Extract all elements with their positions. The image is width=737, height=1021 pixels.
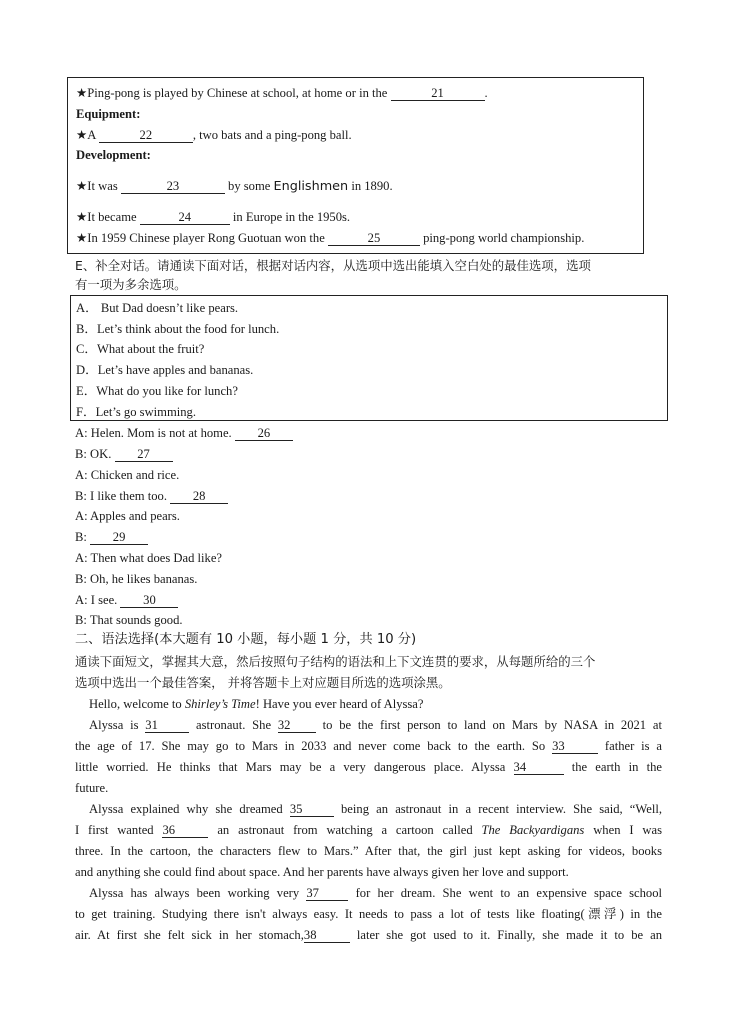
box-line-23: ★It was 23 by some Englishmen in 1890.: [76, 179, 393, 194]
dialogue-line: B: 29: [75, 529, 148, 545]
option-d[interactable]: D．Let’s have apples and bananas.: [76, 363, 254, 377]
blank-22[interactable]: 22: [99, 128, 193, 143]
dialogue-line: B: I like them too. 28: [75, 488, 228, 504]
blank-31[interactable]: 31: [145, 718, 189, 733]
heading-development: Development:: [76, 148, 151, 162]
blank-32[interactable]: 32: [278, 718, 316, 733]
box-line-25: ★In 1959 Chinese player Rong Guotuan won the 25 ping-pong world championship.: [76, 231, 585, 245]
dialogue-line: A: Helen. Mom is not at home. 26: [75, 425, 293, 441]
ping-pong-info-box: [67, 77, 644, 254]
blank-24[interactable]: 24: [140, 210, 230, 225]
passage-intro: Hello, welcome to Shirley’s Time! Have you ever heard of Alyssa?: [89, 697, 424, 711]
passage-line: the age of 17. She may go to Mars in 2033 and never come back to the earth. So 33 father is a: [75, 739, 662, 753]
blank-30[interactable]: 30: [120, 593, 178, 608]
dialogue-line: A: Apples and pears.: [75, 509, 180, 523]
dialogue-line: B: Oh, he likes bananas.: [75, 572, 198, 586]
option-e[interactable]: E．What do you like for lunch?: [76, 384, 238, 398]
blank-29[interactable]: 29: [90, 530, 148, 545]
passage-line: three. In the cartoon, the characters flew to Mars.” After that, the girl just kept asking for videos, books: [75, 844, 662, 858]
passage-line: to get training. Studying there isn't always easy. It needs to pass a lot of tests like floating(漂浮) in the: [75, 907, 662, 921]
blank-21[interactable]: 21: [391, 86, 485, 101]
passage-line: little worried. He thinks that Mars may be a very dangerous place. Alyssa 34 the earth in the: [75, 760, 662, 774]
section-e-instruction-1: E、补全对话。请通读下面对话，根据对话内容，从选项中选出能填入空白处的最佳选项，选项: [75, 258, 591, 273]
heading-equipment: Equipment:: [76, 107, 141, 121]
section-2-instruction-2: 选项中选出一个最佳答案， 并将答题卡上对应题目所选的选项涂黑。: [75, 675, 451, 690]
section-2-title: 二、语法选择(本大题有 10 小题，每小题 1 分，共 10 分): [75, 632, 417, 647]
option-f[interactable]: F．Let’s go swimming.: [76, 405, 196, 419]
section-e-instruction-2: 有一项为多余选项。: [75, 277, 187, 292]
option-a[interactable]: A． But Dad doesn’t like pears.: [76, 301, 239, 315]
option-c[interactable]: C．What about the fruit?: [76, 342, 205, 356]
dialogue-line: A: I see. 30: [75, 592, 178, 608]
option-b[interactable]: B．Let’s think about the food for lunch.: [76, 322, 280, 336]
box-line-22: ★A 22 , two bats and a ping-pong ball.: [76, 128, 352, 142]
passage-line: Alyssa is 31 astronaut. She 32 to be the first person to land on Mars by NASA in 2021 at: [89, 718, 662, 732]
blank-36[interactable]: 36: [162, 823, 208, 838]
blank-27[interactable]: 27: [115, 447, 173, 462]
blank-26[interactable]: 26: [235, 426, 293, 441]
dialogue-line: B: That sounds good.: [75, 613, 183, 627]
passage-line: air. At first she felt sick in her stomach,38 later she got used to it. Finally, she made it to be an: [75, 928, 662, 942]
passage-line: and anything she could find about space. And her parents have always given her love and support.: [75, 865, 569, 879]
dialogue-line: B: OK. 27: [75, 446, 173, 462]
box-line-21: ★Ping-pong is played by Chinese at school, at home or in the 21 .: [76, 86, 488, 100]
blank-33[interactable]: 33: [552, 739, 598, 754]
passage-line: future.: [75, 781, 109, 795]
passage-line: I first wanted 36 an astronaut from watching a cartoon called The Backyardigans when I was: [75, 823, 662, 837]
blank-34[interactable]: 34: [514, 760, 564, 775]
blank-25[interactable]: 25: [328, 231, 420, 246]
dialogue-line: A: Then what does Dad like?: [75, 551, 223, 565]
blank-35[interactable]: 35: [290, 802, 334, 817]
dialogue-line: A: Chicken and rice.: [75, 468, 180, 482]
passage-line: Alyssa explained why she dreamed 35 being an astronaut in a recent interview. She said, “Well,: [89, 802, 663, 816]
section-2-instruction-1: 通读下面短文，掌握其大意，然后按照句子结构的语法和上下文连贯的要求，从每题所给的三个: [75, 654, 596, 669]
blank-37[interactable]: 37: [306, 886, 348, 901]
blank-28[interactable]: 28: [170, 489, 228, 504]
blank-23[interactable]: 23: [121, 179, 225, 194]
box-line-24: ★It became 24 in Europe in the 1950s.: [76, 210, 351, 224]
passage-line: Alyssa has always been working very 37 for her dream. She went to an expensive space school: [89, 886, 663, 900]
blank-38[interactable]: 38: [304, 928, 350, 943]
